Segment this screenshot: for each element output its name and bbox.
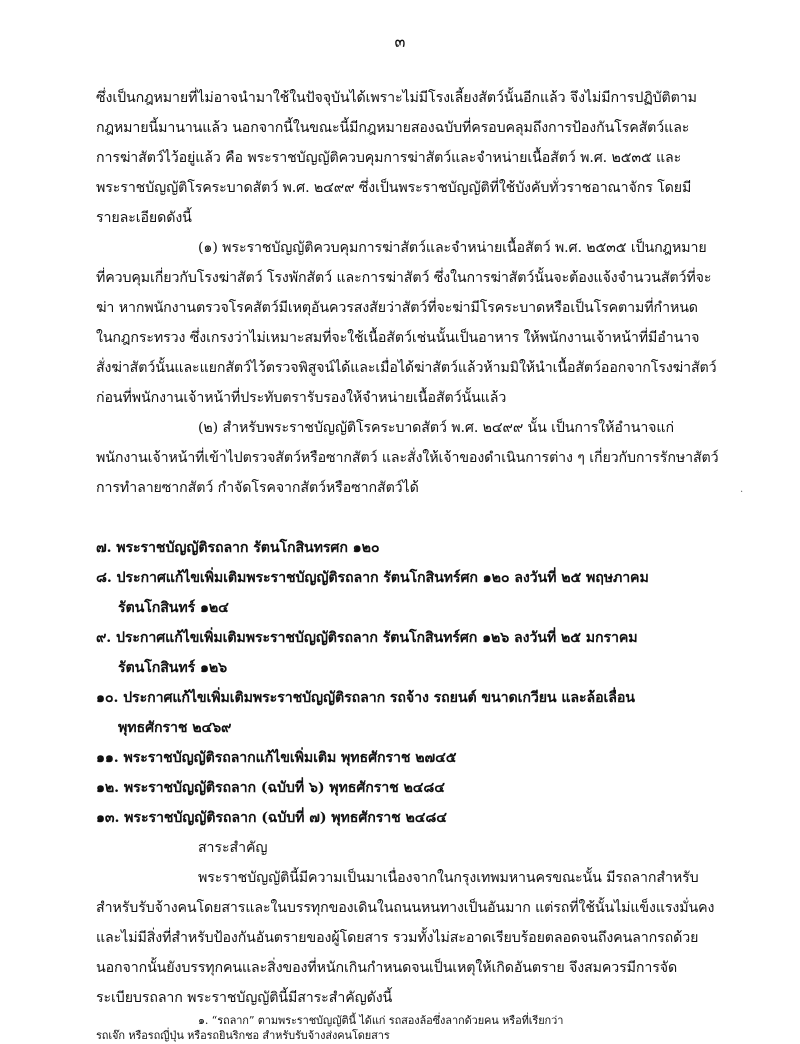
essence-line: สำหรับรับจ้างคนโดยสารและในบรรทุกของเดินในถนนหนทางเป็นอันมาก แต่รถที่ใช้นั้นไม่แข็งแรงมั่นคง — [96, 900, 715, 916]
law-list-item: ๑๑. พระราชบัญญัติรถลากแก้ไขเพิ่มเติม พุทธศักราช ๒๗๔๕ — [96, 750, 457, 766]
essence-line: ระเบียบรถลาก พระราชบัญญัตินี้มีสาระสำคัญดังนี้ — [96, 990, 393, 1006]
law-list-item: ๙. ประกาศแก้ไขเพิ่มเติมพระราชบัญญัติรถลาก รัตนโกสินทร์ศก ๑๒๖ ลงวันที่ ๒๕ มกราคม — [96, 630, 638, 646]
law-list-item: ๘. ประกาศแก้ไขเพิ่มเติมพระราชบัญญัติรถลาก รัตนโกสินทร์ศก ๑๒๐ ลงวันที่ ๒๕ พฤษภาคม — [96, 570, 649, 586]
essence-line: และไม่มีสิ่งที่สำหรับป้องกันอันตรายของผู้โดยสาร รวมทั้งไม่สะอาดเรียบร้อยตลอดจนถึงคนลากรถด้วย — [96, 930, 699, 946]
intro-line: การฆ่าสัตว์ไว้อยู่แล้ว คือ พระราชบัญญัติควบคุมการฆ่าสัตว์และจำหน่ายเนื้อสัตว์ พ.ศ. ๒๕๓๕ และ — [96, 150, 682, 166]
law-list-item: ๗. พระราชบัญญัติรถลาก รัตนโกสินทรศก ๑๒๐ — [96, 540, 380, 556]
intro-line: ซึ่งเป็นกฎหมายที่ไม่อาจนำมาใช้ในปัจจุบันได้เพราะไม่มีโรงเลี้ยงสัตว์นั้นอีกแล้ว จึงไม่มีการปฏิบัติตาม — [96, 90, 697, 106]
law-list-item-cont: พุทธศักราช ๒๔๖๙ — [118, 720, 232, 736]
intro-line: รายละเอียดดังนี้ — [96, 210, 192, 226]
para2-line: (๒) สำหรับพระราชบัญญัติโรคระบาดสัตว์ พ.ศ. ๒๔๙๙ นั้น เป็นการให้อำนาจแก่ — [198, 420, 674, 436]
para1-line: ฆ่า หากพนักงานตรวจโรคสัตว์มีเหตุอันควรสงสัยว่าสัตว์ที่จะฆ่ามีโรคระบาดหรือเป็นโรคตามที่กำหนด — [96, 300, 698, 316]
essence-line: พระราชบัญญัตินี้มีความเป็นมาเนื่องจากในกรุงเทพมหานครขณะนั้น มีรถลากสำหรับ — [198, 870, 699, 886]
law-list-item: ๑๓. พระราชบัญญัติรถลาก (ฉบับที่ ๗) พุทธศักราช ๒๔๘๔ — [96, 810, 447, 826]
definition-line: รถเจ๊ก หรือรถญี่ปุ่น หรือรถยินริกชอ สำหรับรับจ้างส่งคนโดยสาร — [96, 1029, 390, 1042]
para2-line: พนักงานเจ้าหน้าที่เข้าไปตรวจสัตว์หรือซากสัตว์ และสั่งให้เจ้าของดำเนินการต่าง ๆ เกี่ยวกับการรักษาสัตว์ — [96, 450, 719, 466]
intro-line: พระราชบัญญัติโรคระบาดสัตว์ พ.ศ. ๒๔๙๙ ซึ่งเป็นพระราชบัญญัติที่ใช้บังคับทั่วราชอาณาจักร โดยมี — [96, 180, 692, 196]
scan-speck: . — [740, 484, 744, 495]
law-list-item: ๑๐. ประกาศแก้ไขเพิ่มเติมพระราชบัญญัติรถลาก รถจ้าง รถยนต์ ขนาดเกวียน และล้อเลื่อน — [96, 690, 635, 706]
page-number: ๓ — [394, 32, 406, 51]
law-list-item-cont: รัตนโกสินทร์ ๑๒๔ — [118, 600, 229, 616]
para1-line: (๑) พระราชบัญญัติควบคุมการฆ่าสัตว์และจำหน่ายเนื้อสัตว์ พ.ศ. ๒๕๓๕ เป็นกฎหมาย — [198, 240, 707, 256]
law-list-item: ๑๒. พระราชบัญญัติรถลาก (ฉบับที่ ๖) พุทธศักราช ๒๔๘๔ — [96, 780, 445, 796]
essence-heading: สาระสำคัญ — [198, 840, 268, 856]
para2-line: การทำลายซากสัตว์ กำจัดโรคจากสัตว์หรือซากสัตว์ได้ — [96, 480, 419, 496]
law-list-item-cont: รัตนโกสินทร์ ๑๒๖ — [118, 660, 228, 676]
para1-line: ก่อนที่พนักงานเจ้าหน้าที่ประทับตรารับรองให้จำหน่ายเนื้อสัตว์นั้นแล้ว — [96, 390, 507, 406]
intro-line: กฎหมายนี้มานานแล้ว นอกจากนี้ในขณะนี้มีกฎหมายสองฉบับที่ครอบคลุมถึงการป้องกันโรคสัตว์และ — [96, 120, 690, 136]
essence-line: นอกจากนั้นยังบรรทุกคนและสิ่งของที่หนักเกินกำหนดจนเป็นเหตุให้เกิดอันตราย จึงสมควรมีการจัด — [96, 960, 678, 976]
para1-line: ในกฎกระทรวง ซึ่งเกรงว่าไม่เหมาะสมที่จะใช้เนื้อสัตว์เช่นนั้นเป็นอาหาร ให้พนักงานเจ้าหน้าที่มีอำนาจ — [96, 330, 700, 346]
para1-line: สั่งฆ่าสัตว์นั้นและแยกสัตว์ไว้ตรวจพิสูจน์ได้และเมื่อได้ฆ่าสัตว์แล้วห้ามมิให้นำเนื้อสัตว์ออกจากโรงฆ่าสัตว์ — [96, 360, 717, 376]
definition-line: ๑. “รถลาก” ตามพระราชบัญญัตินี้ ได้แก่ รถสองล้อซึ่งลากด้วยคน หรือที่เรียกว่า — [198, 1014, 564, 1027]
para1-line: ที่ควบคุมเกี่ยวกับโรงฆ่าสัตว์ โรงพักสัตว์ และการฆ่าสัตว์ ซึ่งในการฆ่าสัตว์นั้นจะต้องแจ้งจำนวนสัตว์ที่จะ — [96, 270, 712, 286]
